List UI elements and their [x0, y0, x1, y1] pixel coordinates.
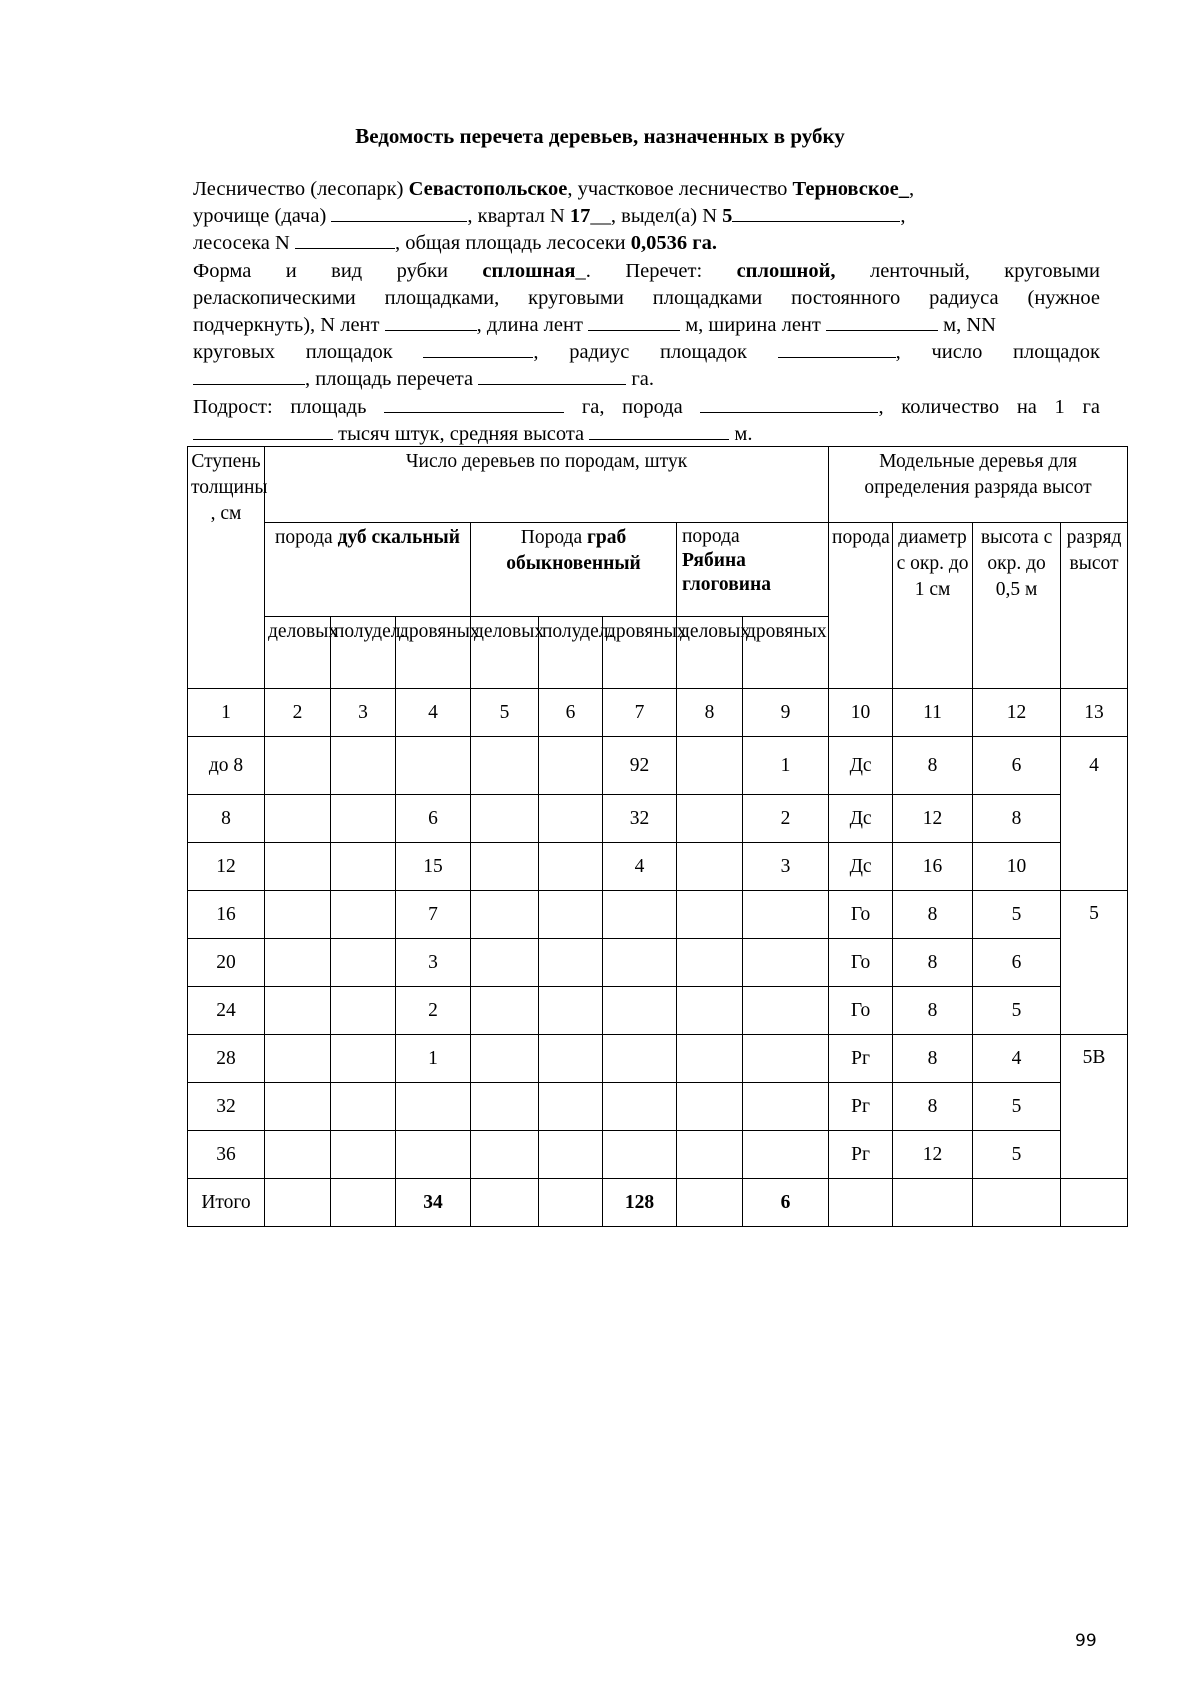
- line-plot: лесосека N , общая площадь лесосеки 0,0536 га.: [193, 232, 717, 255]
- column-index: 10: [829, 689, 893, 737]
- header-model-trees: Модельные деревья для определения разряда высот: [829, 447, 1128, 523]
- header-model-height: высота с окр. до 0,5 м: [973, 523, 1061, 689]
- model-height-cell: 10: [973, 843, 1061, 891]
- rowan-firewood-cell: [743, 1083, 829, 1131]
- step-cell: 28: [188, 1035, 265, 1083]
- page-number: 99: [1075, 1631, 1097, 1651]
- column-index: 1: [188, 689, 265, 737]
- rowan-firewood-cell: 2: [743, 795, 829, 843]
- column-index: 3: [331, 689, 396, 737]
- strips-count-blank[interactable]: [385, 313, 477, 331]
- sub-firewood: дровяных: [603, 617, 677, 689]
- sub-firewood: дровяных: [743, 617, 829, 689]
- tree-count-table: [187, 446, 1128, 1227]
- model-height-cell: 6: [973, 939, 1061, 987]
- rowan-firewood-cell: [743, 939, 829, 987]
- hornbeam-firewood-cell: [603, 891, 677, 939]
- strips-length-blank[interactable]: [588, 313, 680, 331]
- column-index: 8: [677, 689, 743, 737]
- column-index: 4: [396, 689, 471, 737]
- line-relascope: реласкопическими площадками, круговыми площадками постоянного радиуса (нужное: [193, 286, 1100, 309]
- sub-commercial: деловых: [265, 617, 331, 689]
- table-row: [188, 939, 1128, 987]
- model-diameter-cell: 8: [893, 987, 973, 1035]
- column-index: 9: [743, 689, 829, 737]
- rowan-firewood-cell: 1: [743, 737, 829, 795]
- oak-firewood-cell: 15: [396, 843, 471, 891]
- height-class-cell: 4: [1061, 737, 1128, 891]
- table-row: [188, 891, 1128, 939]
- model-height-cell: 5: [973, 891, 1061, 939]
- oak-firewood-cell: 6: [396, 795, 471, 843]
- species-rowan: порода Рябина глоговина: [677, 523, 829, 617]
- hornbeam-firewood-cell: 32: [603, 795, 677, 843]
- step-cell: 24: [188, 987, 265, 1035]
- oak-firewood-cell: [396, 1083, 471, 1131]
- model-breed-cell: Дс: [829, 843, 893, 891]
- rowan-firewood-cell: [743, 1131, 829, 1179]
- hornbeam-firewood-cell: [603, 1083, 677, 1131]
- model-breed-cell: Дс: [829, 795, 893, 843]
- column-index: 7: [603, 689, 677, 737]
- plot-number-blank[interactable]: [295, 231, 395, 249]
- oak-firewood-cell: 7: [396, 891, 471, 939]
- oak-firewood-cell: [396, 1131, 471, 1179]
- table-row: [188, 1131, 1128, 1179]
- sub-commercial: деловых: [471, 617, 539, 689]
- oak-firewood-cell: 2: [396, 987, 471, 1035]
- line-cutting-form: Форма и вид рубки сплошная_. Перечет: сплошной, ленточный, круговыми: [193, 259, 1100, 282]
- model-height-cell: 4: [973, 1035, 1061, 1083]
- line-height: тысяч штук, средняя высота м.: [193, 421, 1100, 448]
- model-height-cell: 6: [973, 737, 1061, 795]
- sub-semi-commercial: полудел.: [539, 617, 603, 689]
- model-breed-cell: Рг: [829, 1035, 893, 1083]
- header-height-class: разряд высот: [1061, 523, 1128, 689]
- species-hornbeam: Порода граб обыкновенный: [471, 523, 677, 617]
- header-model-breed: порода: [829, 523, 893, 689]
- line-strips: подчеркнуть), N лент , длина лент м, ширина лент м, NN: [193, 314, 996, 337]
- header-step: Ступень толщины , см: [188, 447, 265, 689]
- hornbeam-firewood-cell: [603, 1035, 677, 1083]
- species-oak: порода дуб скальный: [265, 523, 471, 617]
- undergrowth-area-blank[interactable]: [384, 395, 564, 413]
- model-diameter-cell: 8: [893, 1083, 973, 1131]
- model-height-cell: 5: [973, 987, 1061, 1035]
- step-cell: до 8: [188, 737, 265, 795]
- model-diameter-cell: 12: [893, 795, 973, 843]
- total-hornbeam-firewood: 128: [603, 1179, 677, 1227]
- rowan-firewood-cell: [743, 1035, 829, 1083]
- hornbeam-firewood-cell: [603, 1131, 677, 1179]
- circles-count-blank[interactable]: [423, 340, 533, 358]
- step-cell: 32: [188, 1083, 265, 1131]
- hornbeam-firewood-cell: 4: [603, 843, 677, 891]
- count-area-blank[interactable]: [478, 367, 626, 385]
- model-diameter-cell: 12: [893, 1131, 973, 1179]
- model-diameter-cell: 8: [893, 891, 973, 939]
- form-header: [193, 176, 1100, 448]
- model-breed-cell: Дс: [829, 737, 893, 795]
- model-breed-cell: Рг: [829, 1131, 893, 1179]
- model-diameter-cell: 8: [893, 1035, 973, 1083]
- rowan-firewood-cell: [743, 891, 829, 939]
- avg-height-blank[interactable]: [589, 422, 729, 440]
- model-diameter-cell: 16: [893, 843, 973, 891]
- hornbeam-firewood-cell: [603, 939, 677, 987]
- column-index: 5: [471, 689, 539, 737]
- header-tree-count: Число деревьев по породам, штук: [265, 447, 829, 523]
- oak-firewood-cell: 1: [396, 1035, 471, 1083]
- line-circles: круговых площадок , радиус площадок , число площадок: [193, 341, 1100, 364]
- column-index: 6: [539, 689, 603, 737]
- rowan-firewood-cell: 3: [743, 843, 829, 891]
- oak-firewood-cell: [396, 737, 471, 795]
- table-row: [188, 843, 1128, 891]
- height-class-cell: 5В: [1061, 1035, 1128, 1179]
- document-title: Ведомость перечета деревьев, назначенных в рубку: [355, 124, 845, 148]
- line-tract: урочище (дача) , квартал N 17__, выдел(а) N 5 ,: [193, 205, 906, 228]
- sub-semi-commercial: полудел.: [331, 617, 396, 689]
- step-cell: 36: [188, 1131, 265, 1179]
- rowan-firewood-cell: [743, 987, 829, 1035]
- table-row: [188, 1035, 1128, 1083]
- plots-number-blank[interactable]: [193, 367, 305, 385]
- thousand-blank[interactable]: [193, 422, 333, 440]
- hornbeam-firewood-cell: [603, 987, 677, 1035]
- model-height-cell: 8: [973, 795, 1061, 843]
- line-undergrowth: Подрост: площадь га, порода , количество на 1 га: [193, 395, 1100, 418]
- radius-blank[interactable]: [778, 340, 896, 358]
- line-forestry: Лесничество (лесопарк) Севастопольское, участковое лесничество Терновское_,: [193, 178, 915, 200]
- total-label: Итого: [188, 1179, 265, 1227]
- strips-width-blank[interactable]: [826, 313, 938, 331]
- header-model-diameter: диаметр с окр. до 1 см: [893, 523, 973, 689]
- height-class-cell: 5: [1061, 891, 1128, 1035]
- totals-row: [188, 1179, 1128, 1227]
- table-row: [188, 795, 1128, 843]
- model-breed-cell: Рг: [829, 1083, 893, 1131]
- hornbeam-firewood-cell: 92: [603, 737, 677, 795]
- line-area: , площадь перечета га.: [193, 366, 1100, 393]
- model-breed-cell: Го: [829, 987, 893, 1035]
- step-cell: 20: [188, 939, 265, 987]
- model-diameter-cell: 8: [893, 737, 973, 795]
- total-oak-firewood: 34: [396, 1179, 471, 1227]
- column-index: 2: [265, 689, 331, 737]
- table-row: [188, 1083, 1128, 1131]
- model-breed-cell: Го: [829, 891, 893, 939]
- model-height-cell: 5: [973, 1131, 1061, 1179]
- table-row: [188, 987, 1128, 1035]
- model-height-cell: 5: [973, 1083, 1061, 1131]
- model-breed-cell: Го: [829, 939, 893, 987]
- tract-blank[interactable]: [331, 204, 467, 222]
- column-index: 11: [893, 689, 973, 737]
- sub-commercial: деловых: [677, 617, 743, 689]
- oak-firewood-cell: 3: [396, 939, 471, 987]
- total-rowan-firewood: 6: [743, 1179, 829, 1227]
- section-blank[interactable]: [732, 204, 900, 222]
- table-row: [188, 737, 1128, 795]
- model-diameter-cell: 8: [893, 939, 973, 987]
- column-index: 13: [1061, 689, 1128, 737]
- step-cell: 16: [188, 891, 265, 939]
- column-index: 12: [973, 689, 1061, 737]
- sub-firewood: дровяных: [396, 617, 471, 689]
- undergrowth-breed-blank[interactable]: [700, 395, 878, 413]
- step-cell: 8: [188, 795, 265, 843]
- step-cell: 12: [188, 843, 265, 891]
